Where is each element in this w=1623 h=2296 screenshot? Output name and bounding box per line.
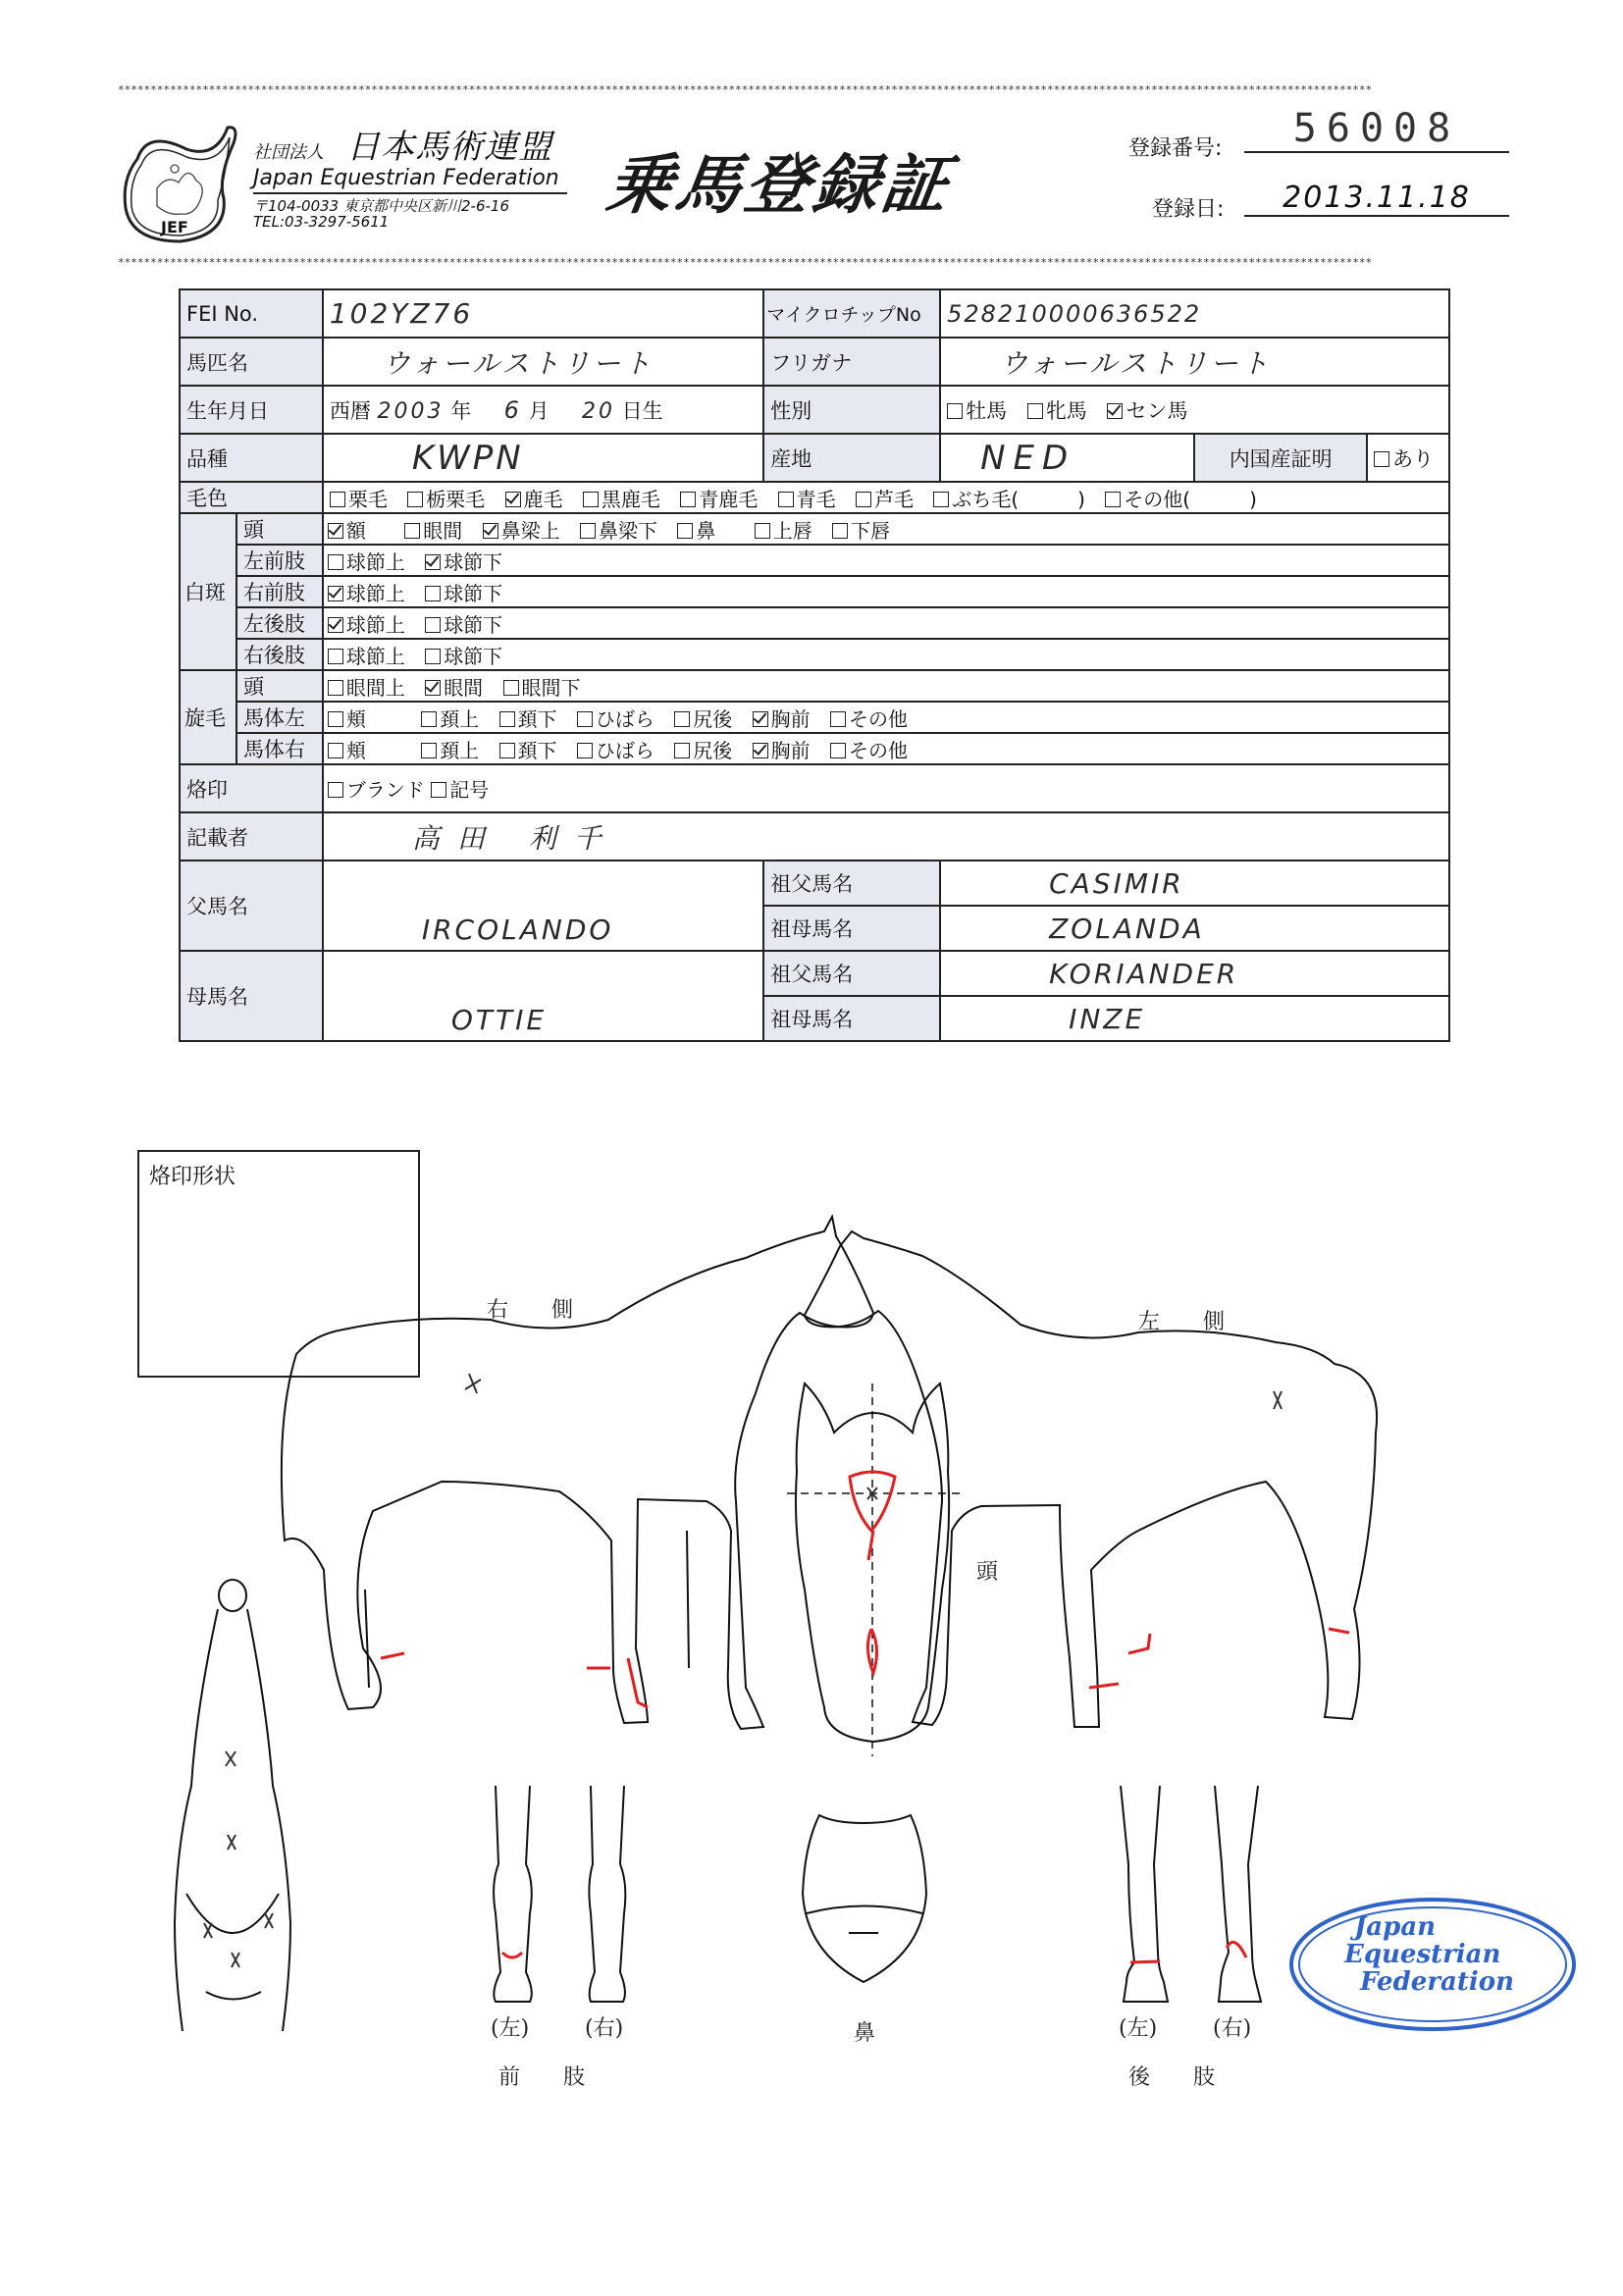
whorl-option[interactable]: 頚上	[421, 735, 479, 763]
whorl-option[interactable]: 頚上	[421, 704, 479, 732]
organization-block	[253, 120, 567, 230]
row-dam-1	[180, 951, 1449, 996]
checkbox[interactable]	[328, 711, 343, 727]
registration-date-value: 2013.11.18	[1244, 181, 1509, 217]
nose-caption: 鼻	[854, 2021, 876, 2046]
markings-options	[323, 576, 1449, 607]
whorl-option[interactable]: ひばら	[577, 735, 654, 763]
coat-option[interactable]: 栗毛	[330, 484, 388, 512]
checkbox[interactable]	[674, 743, 690, 758]
row-recorder	[180, 812, 1449, 861]
checkbox-checked[interactable]	[328, 586, 343, 601]
day-unit: 日生	[621, 398, 663, 423]
row-brand	[180, 764, 1449, 812]
recorder-value[interactable]: 高田 利千	[323, 812, 1449, 861]
sire-grandsire-value[interactable]: CASIMIR	[940, 861, 1449, 906]
marking-option[interactable]: 鼻梁下	[580, 515, 657, 544]
domestic-cert-label: 内国産証明	[1194, 434, 1367, 482]
stamp-line-1: Japan	[1354, 1912, 1437, 1942]
marking-annotations	[381, 1472, 1349, 1962]
whorl-option[interactable]: 頚下	[499, 704, 557, 732]
checkbox[interactable]	[830, 743, 846, 758]
marking-option[interactable]: 球節上	[328, 641, 405, 669]
coat-option[interactable]: 黒鹿毛	[583, 484, 660, 512]
markings-options	[323, 607, 1449, 639]
whorl-option[interactable]: 頚下	[499, 735, 557, 763]
whorls-options	[323, 702, 1449, 733]
markings-part: 左前肢	[236, 545, 323, 576]
fore-left-caption: (左)	[491, 2016, 530, 2041]
checkbox[interactable]	[933, 492, 949, 507]
checkbox[interactable]	[421, 743, 437, 758]
checkbox[interactable]	[830, 711, 846, 727]
checkbox-checked[interactable]	[483, 523, 498, 539]
hind-left-caption: (左)	[1119, 2016, 1158, 2041]
hind-right-caption: (右)	[1213, 2016, 1252, 2041]
whorl-option[interactable]: その他	[830, 735, 908, 763]
checkbox[interactable]	[499, 743, 515, 758]
checkbox[interactable]	[1374, 451, 1389, 467]
year-unit: 年	[450, 398, 472, 423]
birth-month: 6	[503, 395, 522, 424]
brand-shape-label: 烙印形状	[149, 1165, 236, 1189]
coat-option[interactable]: 青毛	[778, 484, 836, 512]
dam-value[interactable]: OTTIE	[323, 951, 763, 1041]
marking-option[interactable]: 額	[328, 515, 366, 544]
sex-option-gelding[interactable]: セン馬	[1107, 395, 1187, 425]
checkbox[interactable]	[583, 492, 599, 507]
brand-shape-box[interactable]	[137, 1150, 420, 1378]
markings-part: 左後肢	[236, 607, 323, 639]
fore-legs-caption: 前 肢	[498, 2065, 586, 2090]
birth-value[interactable]	[323, 386, 763, 434]
whorls-row-body-right	[180, 733, 1449, 764]
sire-granddam-label: 祖母馬名	[763, 906, 940, 951]
furigana-label: フリガナ	[763, 338, 940, 386]
row-birth	[180, 386, 1449, 434]
whorl-option[interactable]: ひばら	[577, 704, 654, 732]
checkbox-checked[interactable]	[505, 492, 521, 507]
registration-number-label: 登録番号:	[1128, 136, 1223, 161]
coat-option[interactable]: 青鹿毛	[680, 484, 758, 512]
checkbox[interactable]	[425, 586, 441, 601]
markings-label: 白斑	[180, 513, 236, 670]
marking-option[interactable]: 上唇	[755, 515, 812, 544]
markings-part: 右前肢	[236, 576, 323, 607]
whorl-option[interactable]: その他	[830, 704, 908, 732]
coat-options	[323, 482, 1449, 513]
coat-option[interactable]: 芦毛	[856, 484, 914, 512]
breed-label: 品種	[180, 434, 323, 482]
checkbox[interactable]	[328, 649, 343, 664]
head-caption: 頭	[976, 1560, 999, 1585]
dam-label: 母馬名	[180, 951, 323, 1041]
markings-row-right-hind	[180, 639, 1449, 670]
markings-row-left-fore	[180, 545, 1449, 576]
checkbox[interactable]	[580, 523, 596, 539]
symbol-option[interactable]: 記号	[431, 778, 489, 802]
sex-option-mare[interactable]: 牝馬	[1027, 395, 1087, 425]
fei-no-label: FEI No.	[180, 289, 323, 338]
furigana-value[interactable]: ウォールストリート	[940, 338, 1449, 386]
horse-name-label: 馬匹名	[180, 338, 323, 386]
registration-date	[1152, 181, 1471, 223]
domestic-cert-option[interactable]: あり	[1367, 434, 1449, 482]
coat-option[interactable]: その他( )	[1105, 484, 1257, 512]
coat-option-bay[interactable]: 鹿毛	[505, 484, 563, 512]
dam-granddam-value[interactable]: INZE	[940, 996, 1449, 1041]
checkbox[interactable]	[431, 782, 446, 798]
whorls-part: 馬体右	[236, 733, 323, 764]
sex-label: 性別	[763, 386, 940, 434]
marking-option[interactable]: 球節上	[328, 578, 405, 606]
row-coat	[180, 482, 1449, 513]
whorl-option[interactable]: 尻後	[674, 735, 732, 763]
checkbox[interactable]	[425, 649, 441, 664]
whorl-option[interactable]: 胸前	[753, 704, 811, 732]
whorls-options	[323, 670, 1449, 702]
checkbox[interactable]	[503, 680, 519, 696]
whorls-part: 頭	[236, 670, 323, 702]
separator-top: *************************************************************************************************************************************************************************************************	[118, 84, 1373, 96]
markings-row-right-fore	[180, 576, 1449, 607]
jef-stamp	[1287, 1896, 1578, 2033]
whorls-label: 旋毛	[180, 670, 236, 764]
breed-value[interactable]: KWPN	[323, 434, 763, 482]
markings-head-options	[323, 513, 1449, 545]
whorls-options	[323, 733, 1449, 764]
checkbox-checked[interactable]	[753, 711, 768, 727]
whorl-option[interactable]: 眼間上	[328, 672, 405, 701]
checkbox[interactable]	[499, 711, 515, 727]
org-prefix: 社団法人	[253, 142, 324, 163]
fore-legs-icon	[494, 1786, 625, 2002]
left-side-caption: 左 側	[1138, 1310, 1226, 1334]
checkbox[interactable]	[755, 523, 770, 539]
rear-view-icon	[175, 1580, 290, 2031]
checkbox-checked[interactable]	[1107, 403, 1123, 419]
left-side-horse-icon	[805, 1231, 1377, 1727]
recorder-label: 記載者	[180, 812, 323, 861]
stamp-line-3: Federation	[1360, 1967, 1514, 1997]
microchip-value[interactable]: 528210000636522	[940, 289, 1449, 338]
row-fei	[180, 289, 1449, 338]
hind-legs-icon	[1121, 1786, 1261, 2002]
checkbox-checked[interactable]	[328, 523, 343, 539]
checkbox[interactable]	[1027, 403, 1043, 419]
marking-option[interactable]: 球節上	[328, 547, 405, 575]
jef-logo	[118, 120, 243, 247]
marking-option[interactable]: 鼻梁上	[483, 515, 560, 544]
checkbox[interactable]	[328, 680, 343, 696]
dam-grandsire-value[interactable]: KORIANDER	[940, 951, 1449, 996]
markings-row-head	[180, 513, 1449, 545]
checkbox-checked[interactable]	[328, 617, 343, 633]
marking-option[interactable]: 球節上	[328, 609, 405, 638]
brand-option[interactable]: ブランド	[328, 778, 425, 802]
separator-bottom: *************************************************************************************************************************************************************************************************	[118, 257, 1373, 269]
origin-value[interactable]: NED	[940, 434, 1194, 482]
marking-option[interactable]: 球節下	[425, 547, 502, 575]
birth-era: 西暦	[329, 398, 371, 423]
checkbox[interactable]	[778, 492, 794, 507]
marking-option[interactable]: 下唇	[832, 515, 890, 544]
fei-no-value[interactable]: 102YZ76	[323, 289, 763, 338]
org-name-en: Japan Equestrian Federation	[253, 166, 567, 194]
markings-options	[323, 545, 1449, 576]
right-side-caption: 右 側	[487, 1298, 574, 1323]
marking-option[interactable]: 眼間	[404, 515, 462, 544]
markings-part: 右後肢	[236, 639, 323, 670]
checkbox[interactable]	[577, 711, 593, 727]
origin-label: 産地	[763, 434, 940, 482]
whorls-part: 馬体左	[236, 702, 323, 733]
sex-option-stallion[interactable]: 牡馬	[947, 395, 1007, 425]
sire-value[interactable]: IRCOLANDO	[323, 861, 763, 951]
checkbox[interactable]	[680, 492, 696, 507]
dam-grandsire-label: 祖父馬名	[763, 951, 940, 996]
markings-part: 頭	[236, 513, 323, 545]
checkbox-checked[interactable]	[425, 680, 441, 696]
marking-option[interactable]: 球節下	[425, 578, 502, 606]
fore-right-caption: (右)	[585, 2016, 624, 2041]
registration-form	[179, 288, 1450, 1042]
birth-label: 生年月日	[180, 386, 323, 434]
checkbox-checked[interactable]	[753, 743, 768, 758]
org-address: 〒104-0033 東京都中央区新川2-6-16	[253, 197, 509, 215]
checkbox[interactable]	[407, 492, 423, 507]
marking-option[interactable]: 鼻	[677, 515, 715, 544]
sire-granddam-value[interactable]: ZOLANDA	[940, 906, 1449, 951]
checkbox-checked[interactable]	[425, 554, 441, 570]
checkbox[interactable]	[674, 711, 690, 727]
stamp-line-2: Equestrian	[1344, 1940, 1501, 1969]
sire-label: 父馬名	[180, 861, 323, 951]
whorl-option[interactable]: 胸前	[753, 735, 811, 763]
whorl-marks	[204, 1374, 1282, 1967]
row-breed	[180, 434, 1449, 482]
checkbox[interactable]	[856, 492, 871, 507]
whorl-option[interactable]: 尻後	[674, 704, 732, 732]
document-title: 乗馬登録証	[602, 147, 957, 223]
sire-grandsire-label: 祖父馬名	[763, 861, 940, 906]
markings-options	[323, 639, 1449, 670]
checkbox[interactable]	[404, 523, 420, 539]
checkbox[interactable]	[577, 743, 593, 758]
registration-number	[1128, 106, 1461, 162]
dam-granddam-label: 祖母馬名	[763, 996, 940, 1041]
horse-name-value[interactable]: ウォールストリート	[323, 338, 763, 386]
coat-label: 毛色	[180, 482, 323, 513]
checkbox[interactable]	[832, 523, 848, 539]
marking-option[interactable]: 球節下	[425, 609, 502, 638]
checkbox[interactable]	[677, 523, 693, 539]
whorls-row-body-left	[180, 702, 1449, 733]
head-front-icon	[787, 1383, 960, 1756]
nose-icon	[803, 1815, 926, 1982]
checkbox[interactable]	[1105, 492, 1121, 507]
checkbox[interactable]	[328, 554, 343, 570]
sex-options	[940, 386, 1449, 434]
marking-option[interactable]: 球節下	[425, 641, 502, 669]
checkbox[interactable]	[425, 617, 441, 633]
coat-option[interactable]: ぶち毛( )	[933, 484, 1085, 512]
coat-option[interactable]: 栃栗毛	[407, 484, 485, 512]
checkbox[interactable]	[421, 711, 437, 727]
checkbox[interactable]	[330, 492, 345, 507]
brand-label: 烙印	[180, 764, 323, 812]
markings-row-left-hind	[180, 607, 1449, 639]
hind-legs-caption: 後 肢	[1128, 2065, 1216, 2090]
registration-number-value: 56008	[1244, 106, 1509, 153]
microchip-label: マイクロチップNo	[763, 289, 940, 338]
registration-date-label: 登録日:	[1152, 197, 1225, 222]
row-sire-1	[180, 861, 1449, 906]
birth-year: 2003	[377, 398, 445, 424]
logo-text: JEF	[161, 218, 188, 236]
whorl-option[interactable]: 眼間	[425, 672, 483, 701]
whorl-option[interactable]: 眼間下	[503, 672, 581, 701]
org-tel: TEL:03-3297-5611	[253, 213, 390, 231]
whorls-row-head	[180, 670, 1449, 702]
org-name-jp: 日本馬術連盟	[346, 128, 553, 167]
whorl-option[interactable]: 頬	[328, 735, 366, 763]
checkbox[interactable]	[328, 782, 343, 798]
brand-options	[323, 764, 1449, 812]
month-unit: 月	[528, 398, 550, 423]
birth-day: 20	[581, 398, 615, 424]
checkbox[interactable]	[947, 403, 963, 419]
row-name	[180, 338, 1449, 386]
checkbox[interactable]	[328, 743, 343, 758]
whorl-option[interactable]: 頬	[328, 704, 366, 732]
